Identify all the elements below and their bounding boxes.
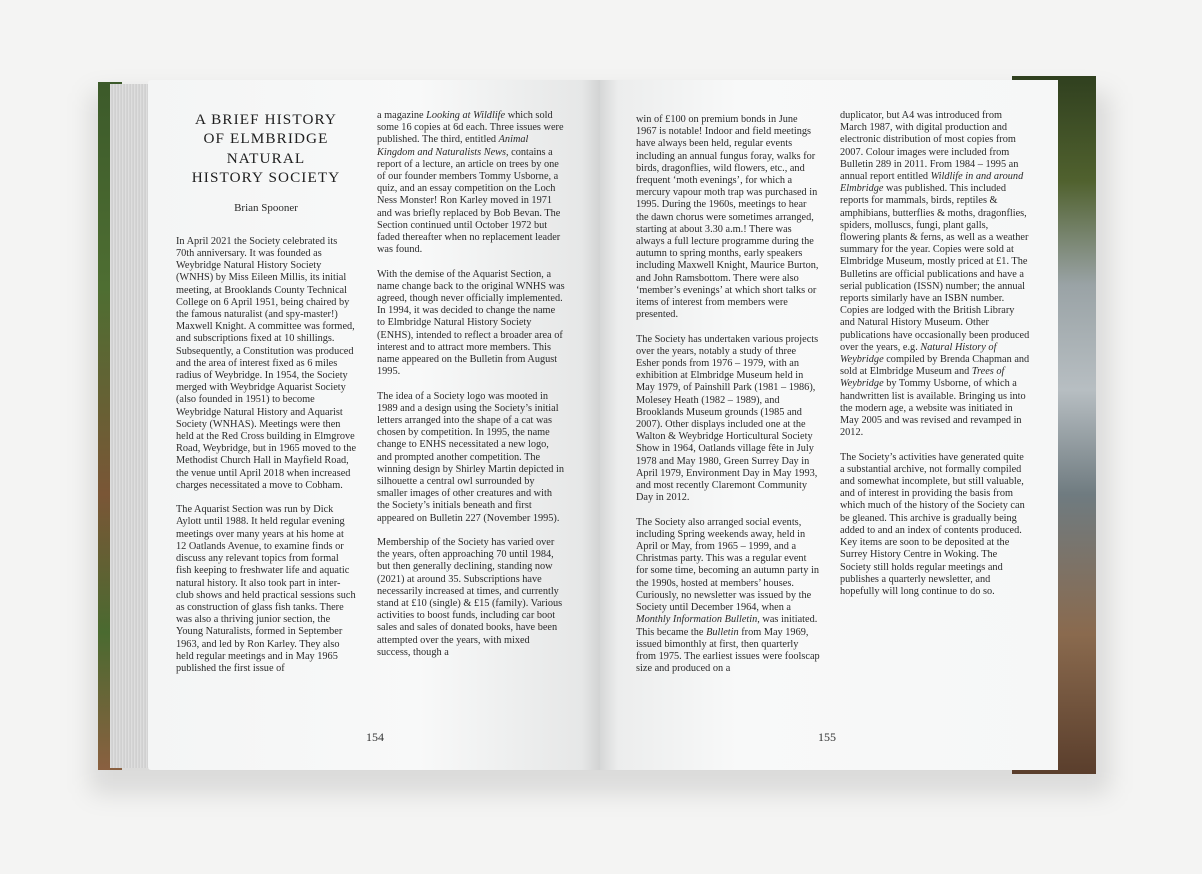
- paragraph: Membership of the Society has varied over the years, often approaching 70 until 1984, but then generally declining, standing now (2021) at around 35. Subscriptions have necessarily increased at times, and currently stand at £10 (single) & £15 (family). Various activities to boost funds, including car boot sales and sales of donated books, have been attempted over the years, with mixed success, though a: [377, 537, 563, 658]
- paragraph: The Society’s activities have generated quite a substantial archive, not formally compiled and somewhat incomplete, but still valuable, and of interest in providing the basis from which much of the history of the Society can be gleaned. This archive is gradually being added to and an index of contents produced. Key items are soon to be deposited at the Surrey History Centre in Woking. The Society still holds regular meetings and publishes a quarterly newsletter, and hopefully will long continue to do so.: [840, 451, 1025, 597]
- article-author: Brian Spooner: [234, 201, 298, 214]
- right-page: [600, 80, 1058, 770]
- paragraph: In April 2021 the Society celebrated its 70th anniversary. It was founded as Weybridge Natural History Society (WNHS) by Miss Eileen Millis, its initial meeting, at Brooklands County Technical College on 6 April 1951, being chaired by the famous naturalist (and spy-master!) Maxwell Knight. A committee was formed, and subscriptions fixed at 10 shillings. Subsequently, a Constitution was produced and the area of interest fixed as 6 miles radius of Weybridge. In 1954, the Society merged with Weybridge Aquarist Society (also founded in 1951) to become Weybridge Natural History and Aquarist Society (WNHAS). Meetings were then held at the Red Cross building in Elmgrove Road, Weybridge, but in 1965 moved to the Methodist Church Hall in Mayfield Road, the venue until April 2018 when increased charges necessitated a move to Cobham.: [176, 235, 357, 491]
- column-4: [840, 110, 1030, 610]
- paragraph: The idea of a Society logo was mooted in 1989 and a design using the Society’s initial letters arranged into the shape of a cat was chosen by competition. In 1995, the name change to ENHS necessitated a new logo, and prompted another competition. The winning design by Shirley Martin depicted in silhouette a central owl surrounded by smaller images of other creatures and with the Society’s initials beneath and first appeared on Bulletin 227 (November 1995).: [377, 390, 565, 524]
- paragraph: a magazine Looking at Wildlife which sold some 16 copies at 6d each. Three issues were published. The third, entitled Animal Kingdom and Naturalists News, contains a report of a lecture, an article on trees by one of our founder members Tommy Usborne, a quiz, and an essay competition on the Loch Ness Monster! Ron Karley moved in 1971 and was briefly replaced by Bob Bevan. The Section continued until October 1972 but faded thereafter when no replacement leader was found.: [377, 110, 564, 256]
- column-3: [636, 114, 820, 688]
- paragraph: The Aquarist Section was run by Dick Aylott until 1988. It held regular evening meetings over many years at his home at 12 Oatlands Avenue, to examine finds or discuss any relevant topics from formal fish keeping to freshwater life and aquatic natural history. It also took part in inter-club shows and held practical sessions such as construction of glass fish tanks. There was also a thriving junior section, the Young Naturalists, formed in September 1963, and led by Ron Karley. They also held regular meetings and in May 1965 published the first issue of: [176, 504, 356, 674]
- paragraph: win of £100 on premium bonds in June 1967 is notable! Indoor and field meetings have always been held, regular events including an annual fungus foray, walks for birds, dragonflies, wild flowers, etc., and frequent ‘moth evenings’, for which a mercury vapour moth trap was purchased in 1995. During the 1960s, meetings to hear the dawn chorus were sometimes arranged, starting at about 3.30 a.m.! There was always a full lecture programme during the autumn to spring months, early speakers including Maxwell Knight, Maurice Burton, and John Ramsbottom. There were also ‘member’s evenings’ at which short talks or items of interest from members were presented.: [636, 114, 819, 321]
- page-number-right: 155: [818, 730, 836, 744]
- paragraph: duplicator, but A4 was introduced from March 1987, with digital production and electronic distribution of most copies from 2007. Colour images were included from Bulletin 289 in 2011. From 1984 – 1995 an annual report entitled Wildlife in and around Elmbridge was published. This included reports for mammals, birds, reptiles & amphibians, butterflies & moths, dragonflies, spiders, molluscs, fungi, plant galls, flowering plants & ferns, as well as a weather summary for the year. Copies were sold at Elmbridge Museum, mostly priced at £1. The Bulletins are official publications and have a serial publication (ISSN) number; the annual reports similarly have an ISBN number. Copies are lodged with the British Library and Natural History Museum. Other publications have occasionally been produced over the years, e.g. Natural History of Weybridge compiled by Brenda Chapman and sold at Elmbridge Museum and Trees of Weybridge by Tommy Usborne, of which a handwritten list is available. Bringing us into the modern age, a website was initiated in May 2005 and was revised and revamped in 2012.: [840, 110, 1030, 439]
- column-2: [377, 110, 565, 671]
- paragraph: The Society has undertaken various projects over the years, notably a study of three Esher ponds from 1976 – 1979, with an exhibition at Elmbridge Museum held in May 1979, of Painshill Park (1981 – 1986), Molesey Heath (1982 – 1989), and Brooklands Museum grounds (1985 and 2007). Other displays included one at the Walton & Weybridge Horticultural Society Show in 1964, Oatlands village fête in July 1978 and May 1980, Green Surrey Day in April 1979, Environment Day in May 1993, and most recently Claremont Community Day in 2012.: [636, 333, 819, 504]
- page-stack-edge: [110, 84, 150, 768]
- paragraph: With the demise of the Aquarist Section, a name change back to the original WNHS was agreed, though never officially implemented. In 1994, it was decided to change the name to Elmbridge Natural History Society (ENHS), intended to reflect a broader area of interest and to attract more members. This name appeared on the Bulletin from August 1995.: [377, 268, 565, 378]
- left-page: [148, 80, 600, 770]
- page-number-left: 154: [366, 730, 384, 744]
- paragraph: The Society also arranged social events, including Spring weekends away, held in April or May, from 1965 – 1999, and a Christmas party. This was a regular event for some time, becoming an autumn party in the 1990s, hosted at members’ houses. Curiously, no newsletter was issued by the Society until December 1964, when a Monthly Information Bulletin, was initiated. This became the Bulletin from May 1969, issued bimonthly at first, then quarterly from 1975. The earliest issues were foolscap size and produced on a: [636, 516, 820, 675]
- article-title: A BRIEF HISTORY OF ELMBRIDGE NATURAL HISTORY SOCIETY: [191, 111, 341, 187]
- column-1: [176, 110, 356, 687]
